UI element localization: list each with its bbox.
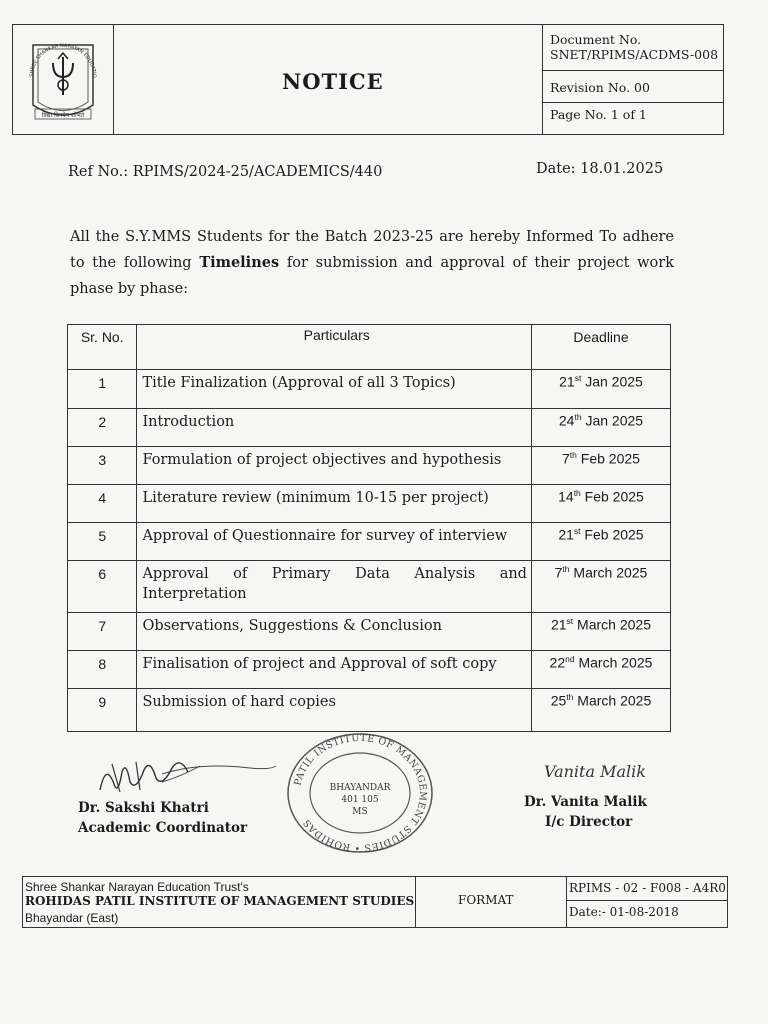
header-sr-no: Sr. No.: [68, 325, 137, 370]
notice-date: Date: 18.01.2025: [536, 161, 664, 177]
stamp-line-3: MS: [352, 807, 368, 817]
table-row: 1 Title Finalization (Approval of all 3 Topics) 21st Jan 2025: [68, 370, 671, 409]
header-particulars: Particulars: [137, 325, 532, 370]
header-box: [12, 24, 724, 135]
title-cell: [114, 25, 543, 134]
notice-title: NOTICE: [282, 69, 384, 94]
footer-code: RPIMS - 02 - F008 - A4R0: [567, 877, 727, 901]
signature-flourish-left: [160, 760, 280, 790]
footer-code-cell: [567, 877, 727, 927]
table-row: 3 Formulation of project objectives and hypothesis 7th Feb 2025: [68, 447, 671, 485]
svg-text:SHREE SHANKAR NARAYAN EDUCATIO: SHREE SHANKAR NARAYAN EDUCATIO: [28, 42, 98, 78]
institute-stamp: [285, 732, 435, 854]
table-row: 6 Approval of Primary Data Analysis and Interpretation 7th March 2025: [68, 561, 671, 613]
document-info: [543, 25, 723, 134]
logo-cell: [13, 25, 114, 134]
footer-box: [22, 876, 728, 928]
particular-line-1: Approval of Primary Data Analysis and: [142, 566, 527, 582]
table-row: 5 Approval of Questionnaire for survey of interview 21st Feb 2025: [68, 523, 671, 561]
intro-paragraph: All the S.Y.MMS Students for the Batch 2023-25 are hereby Informed To adhere to the following Timelines for submission and approval of their project work phase by phase:: [70, 229, 674, 297]
table-row: 8 Finalisation of project and Approval of soft copy 22nd March 2025: [68, 651, 671, 689]
table-row: 4 Literature review (minimum 10-15 per project) 14th Feb 2025: [68, 485, 671, 523]
svg-text:PATIL INSTITUTE OF MANAGEMENT: PATIL INSTITUTE OF MANAGEMENT STUDIES • ROHIDAS: [292, 732, 429, 854]
footer-format-cell: [416, 877, 567, 927]
footer-institute-cell: [23, 877, 416, 927]
revision-no: Revision No. 00: [543, 72, 723, 103]
header-deadline: Deadline: [531, 325, 670, 370]
table-row: 9 Submission of hard copies 25th March 2025: [68, 689, 671, 732]
signature-handwritten-right: Vanita Malik: [544, 762, 646, 781]
timeline-table: [67, 324, 671, 732]
page-no: Page No. 1 of 1: [550, 107, 647, 122]
table-header-row: [68, 325, 671, 370]
institute-logo: [13, 25, 113, 134]
table-row: 2 Introduction 24th Jan 2025: [68, 409, 671, 447]
stamp-line-2: 401 105: [341, 795, 379, 805]
right-signatory-name: Dr. Vanita Malik: [524, 794, 647, 810]
footer-format: FORMAT: [458, 893, 514, 907]
logo-motto: विद्या विनयेन शोभते: [41, 112, 85, 119]
right-signatory-title: I/c Director: [545, 814, 633, 830]
footer-trust: Shree Shankar Narayan Education Trust's: [25, 880, 249, 894]
footer-institute: ROHIDAS PATIL INSTITUTE OF MANAGEMENT STUDIES: [25, 894, 415, 908]
left-signatory-title: Academic Coordinator: [78, 820, 248, 836]
left-signatory-name: Dr. Sakshi Khatri: [78, 800, 209, 816]
table-row: 7 Observations, Suggestions & Conclusion 21st March 2025: [68, 613, 671, 651]
particular-line-2: Interpretation: [142, 586, 247, 602]
stamp-line-1: BHAYANDAR: [329, 783, 391, 793]
footer-date: Date:- 01-08-2018: [569, 905, 679, 919]
document-no: Document No. SNET/RPIMS/ACDMS-008: [543, 25, 723, 71]
reference-number: Ref No.: RPIMS/2024-25/ACADEMICS/440: [68, 164, 383, 180]
footer-place: Bhayandar (East): [25, 911, 119, 925]
